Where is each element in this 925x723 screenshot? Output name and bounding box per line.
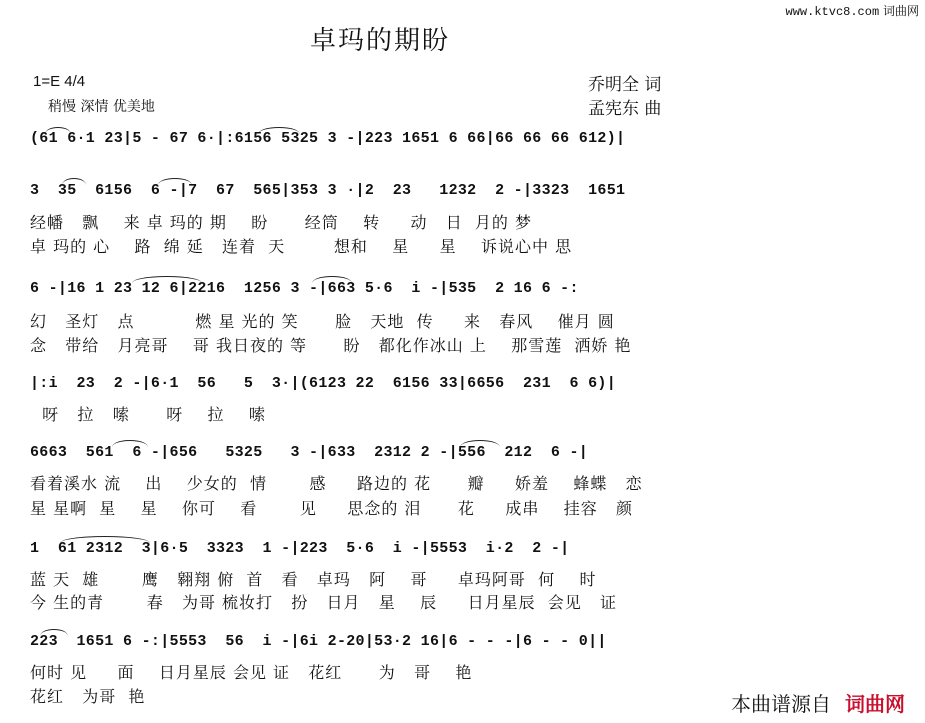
notation-row-4: |:i 23 2 -|6·1 56 5 3·|(6123 22 6156 33|6656 231 6 6)| [30,375,710,399]
watermark-url: www.ktvc8.com [785,5,880,19]
slur-arc [132,276,202,283]
lyric-row-7-verse-1: 何时 见 面 日月星辰 会见 证 花红 为 哥 艳 [30,663,473,682]
slur-arc [45,127,71,134]
slur-arc [112,440,148,447]
slur-arc [62,178,86,185]
composer-credit: 孟宪东 曲 [588,99,662,119]
watermark-top [786,2,919,19]
lyricist-credit: 乔明全 词 [588,75,662,95]
lyric-row-2-verse-2: 卓 玛的 心 路 绵 延 连着 天 想和 星 星 诉说心中 思 [30,237,573,256]
slur-arc [60,536,150,543]
lyric-row-4-verse-1: 呀 拉 嗦 呀 拉 嗦 [30,405,266,424]
slur-arc [258,127,300,134]
notation-row-3: 6 -|16 1 23 12 6|2216 1256 3 -|663 5·6 i -|535 2 16 6 -: [30,280,710,304]
lyric-row-6-verse-2: 今 生的青 春 为哥 梳妆打 扮 日月 星 辰 日月星辰 会见 证 [30,593,618,612]
notation-row-5: 6663 561 6 -|656 5325 3 -|633 2312 2 -|556 212 6 -| [30,444,710,468]
lyric-row-6-verse-1: 蓝 天 雄 鹰 翱翔 俯 首 看 卓玛 阿 哥 卓玛阿哥 何 时 [30,570,597,589]
song-title: 卓玛的期盼 [309,26,450,56]
key-signature: 1=E 4/4 [33,73,86,90]
slur-arc [312,276,352,283]
watermark-site: 词曲网 [882,4,919,18]
source-site-link[interactable]: 词曲网 [845,692,905,716]
slur-arc [158,178,192,185]
slur-arc [460,440,500,447]
source-footer [731,688,905,717]
lyric-row-7-verse-2: 花红 为哥 艳 [30,687,146,706]
lyric-row-3-verse-2: 念 带给 月亮哥 哥 我日夜的 等 盼 都化作冰山 上 那雪莲 洒娇 艳 [30,336,632,355]
lyric-row-3-verse-1: 幻 圣灯 点 燃 星 光的 笑 脸 天地 传 来 春风 催月 圆 [30,312,615,331]
lyric-row-2-verse-1: 经幡 飘 来 卓 玛的 期 盼 经筒 转 动 日 月的 梦 [30,213,533,232]
notation-row-2: 3 35 6156 6 -|7 67 565|353 3 ·|2 23 1232 2 -|3323 1651 [30,182,710,206]
lyric-row-5-verse-2: 星 星啊 星 星 你可 看 见 思念的 泪 花 成串 挂容 颜 [30,499,633,518]
notation-row-7: 223 1651 6 -:|5553 56 i -|6i 2-20|53·2 16|6 - - -|6 - - 0|| [30,633,710,657]
tempo-marking: 稍慢 深情 优美地 [48,99,155,115]
notation-row-6: 1 61 2312 3|6·5 3323 1 -|223 5·6 i -|5553 i·2 2 -| [30,540,710,564]
lyric-row-5-verse-1: 看着溪水 流 出 少女的 情 感 路边的 花 瓣 娇羞 蜂蝶 恋 [30,474,643,493]
notation-row-1: (61 6·1 23|5 - 67 6·|:6156 5325 3 -|223 1651 6 66|66 66 66 612)| [30,130,710,154]
source-label: 本曲谱源自 [731,692,831,716]
slur-arc [40,629,68,636]
